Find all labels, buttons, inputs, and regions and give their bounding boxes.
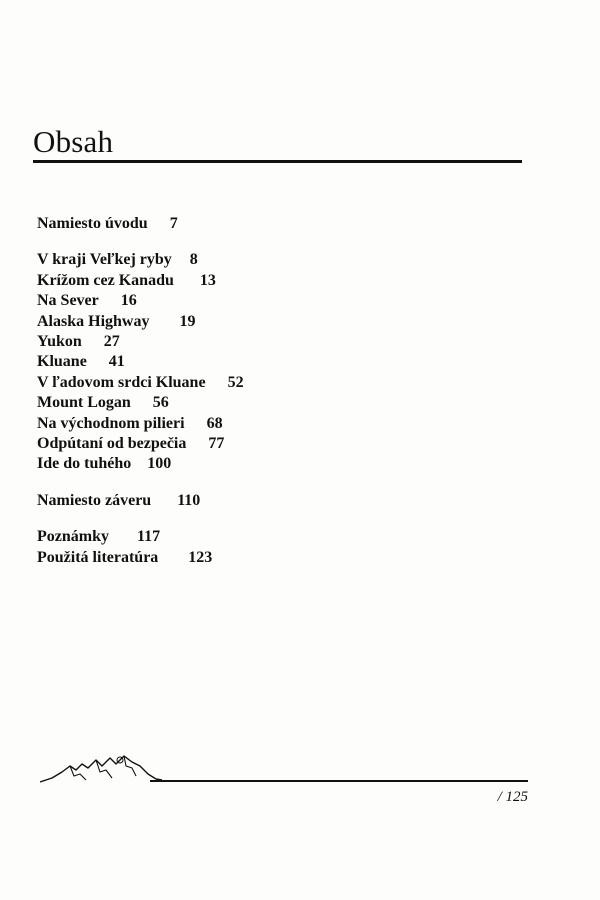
toc-entry <box>37 393 337 413</box>
toc-entry <box>37 312 337 332</box>
toc-entry-title: Poznámky <box>37 528 109 546</box>
toc-entry-page: 56 <box>152 394 169 412</box>
toc-group <box>37 527 337 568</box>
toc-entry-title: Na východnom pilieri <box>37 414 185 432</box>
toc-entry <box>37 214 337 234</box>
toc-entry-page: 68 <box>206 414 223 432</box>
toc-group <box>37 491 337 511</box>
toc-entry-title: Mount Logan <box>37 394 131 412</box>
toc-entry-page: 123 <box>188 548 213 566</box>
footer-divider <box>150 780 528 782</box>
toc-entry <box>37 527 337 547</box>
toc-entry-page: 16 <box>120 292 137 310</box>
toc-entry-title: Alaska Highway <box>37 312 150 330</box>
toc-entry-title: Namiesto úvodu <box>37 215 148 232</box>
toc-entry-title: Krížom cez Kanadu <box>37 271 174 289</box>
toc-entry-page: 100 <box>147 455 172 473</box>
toc-entry <box>37 548 337 568</box>
toc-entry-title: V ľadovom srdci Kluane <box>37 373 206 391</box>
mountain-ornament-icon <box>40 752 162 790</box>
toc-entry <box>37 291 337 311</box>
toc-entry-page: 8 <box>189 251 198 269</box>
table-of-contents <box>37 214 337 568</box>
toc-entry-title: Ide do tuhého <box>37 455 132 473</box>
toc-entry <box>37 491 337 511</box>
toc-entry-title: Použitá literatúra <box>37 548 159 566</box>
toc-entry-page: 19 <box>179 312 196 330</box>
toc-group <box>37 250 337 474</box>
toc-entry <box>37 332 337 352</box>
toc-entry-title: Yukon <box>37 333 82 351</box>
toc-entry <box>37 414 337 434</box>
toc-entry-title: Kluane <box>37 353 87 371</box>
toc-entry-page: 77 <box>208 435 225 453</box>
toc-entry-title: Na Sever <box>37 292 99 310</box>
toc-entry-page: 7 <box>169 215 178 232</box>
toc-entry-page: 117 <box>137 528 161 546</box>
toc-entry <box>37 454 337 474</box>
toc-entry <box>37 434 337 454</box>
toc-entry-page: 41 <box>108 353 125 371</box>
toc-entry-page: 52 <box>227 373 244 391</box>
heading-divider <box>33 160 522 163</box>
page-number: / 125 <box>497 789 528 805</box>
toc-entry <box>37 373 337 393</box>
toc-entry-title: V kraji Veľkej ryby <box>37 251 172 269</box>
toc-entry <box>37 250 337 270</box>
toc-entry-title: Odpútaní od bezpečia <box>37 435 187 453</box>
toc-entry-page: 27 <box>103 333 120 351</box>
toc-entry <box>37 352 337 372</box>
toc-entry-page: 13 <box>199 271 216 289</box>
toc-group <box>37 214 337 234</box>
page-title: Obsah <box>33 124 114 159</box>
toc-entry <box>37 271 337 291</box>
toc-entry-page: 110 <box>177 491 201 509</box>
toc-entry-title: Namiesto záveru <box>37 491 152 509</box>
